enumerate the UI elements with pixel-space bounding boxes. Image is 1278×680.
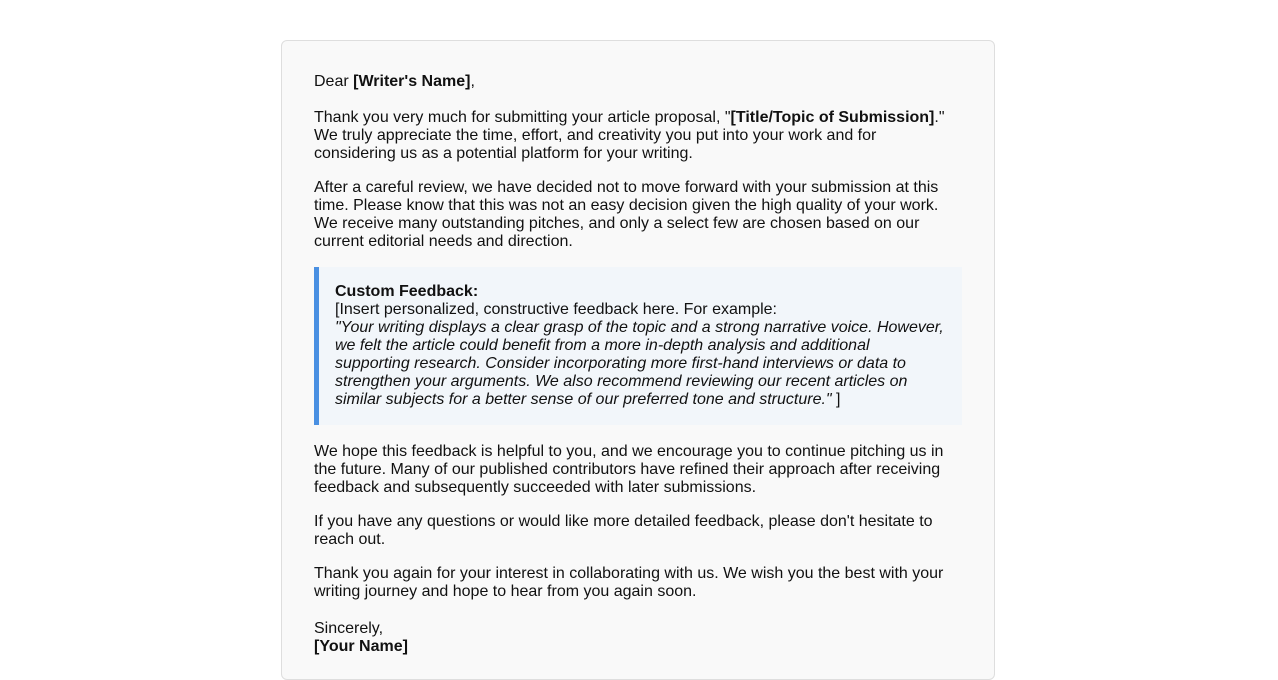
- submission-title-placeholder: [Title/Topic of Submission]: [730, 109, 935, 126]
- greeting-prefix: Dear: [314, 73, 354, 90]
- feedback-close: ]: [831, 391, 841, 408]
- para1-suffix: ." We truly appreciate the time, effort, and creativity you put into your work and for considering us as a potential platform for your writing.: [314, 109, 945, 162]
- signoff: Sincerely,: [314, 620, 384, 637]
- greeting-suffix: ,: [470, 73, 475, 90]
- feedback-quote: "Your writing displays a clear grasp of the topic and a strong narrative voice. However, we felt the article could benefit from a more in-depth analysis and additional supporting research. Consider incorporating more first-hand interviews or data to strengthen your arguments. We also recommend reviewing our recent articles on similar subjects for a better sense of our preferred tone and structure.": [335, 319, 944, 408]
- paragraph-decision: After a careful review, we have decided not to move forward with your submission at this time. Please know that this was not an easy decision given the high quality of your work. We receive many outstanding pitches, and only a select few are chosen based on our current editorial needs and direction.: [314, 179, 939, 250]
- paragraph-thanks: [314, 109, 962, 163]
- paragraph-closing-thanks: Thank you again for your interest in collaborating with us. We wish you the best with your writing journey and hope to hear from you again soon.: [314, 565, 944, 600]
- salutation: [314, 73, 962, 91]
- paragraph-questions: If you have any questions or would like more detailed feedback, please don't hesitate to reach out.: [314, 513, 933, 548]
- custom-feedback-box: [314, 267, 962, 425]
- sender-name-placeholder: [Your Name]: [314, 638, 408, 655]
- feedback-title: Custom Feedback:: [335, 283, 479, 300]
- writer-name-placeholder: [Writer's Name]: [353, 73, 471, 90]
- feedback-intro: [Insert personalized, constructive feedback here. For example:: [335, 301, 777, 318]
- letter-card: [281, 40, 995, 680]
- paragraph-encouragement: We hope this feedback is helpful to you, and we encourage you to continue pitching us in the future. Many of our published contributors have refined their approach after receiving feedback and subsequently succeeded with later submissions.: [314, 443, 944, 496]
- para1-prefix: Thank you very much for submitting your article proposal, ": [314, 109, 731, 126]
